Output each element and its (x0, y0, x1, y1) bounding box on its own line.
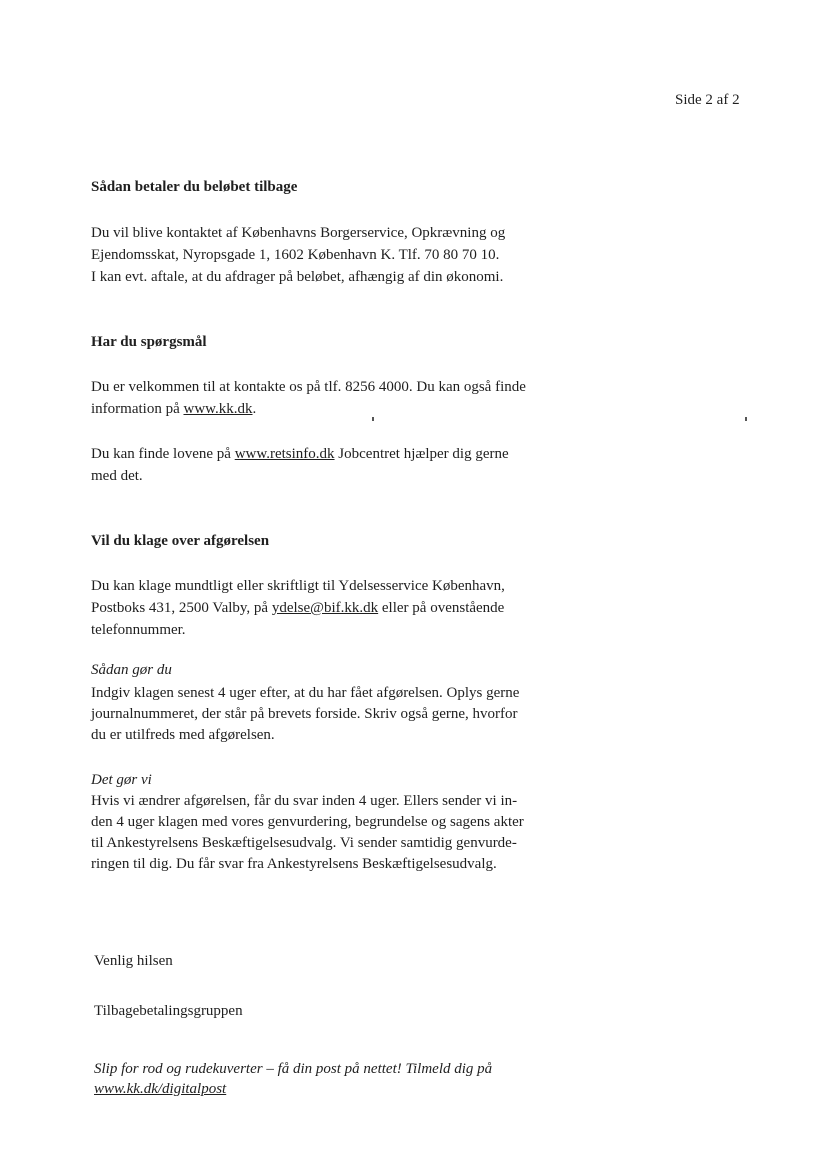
text-fragment: . (252, 401, 257, 417)
text-line (91, 597, 505, 619)
what-we-do-paragraph (91, 791, 524, 875)
text-line: Hvis vi ændrer afgørelsen, får du svar inden 4 uger. Ellers sender vi in- (91, 793, 518, 809)
text-line: I kan evt. aftale, at du afdrager på beløbet, afhængig af din økonomi. (91, 269, 504, 285)
email-link[interactable]: ydelse@bif.kk.dk (271, 600, 379, 616)
text-fragment: Du kan finde lovene på (91, 446, 235, 462)
text-line: til Ankestyrelsens Beskæftigelsesudvalg. Vi sender samtidig genvurde- (91, 835, 517, 851)
text-line: Du vil blive kontaktet af Københavns Borgerservice, Opkrævning og (91, 225, 506, 241)
subheading-how-to: Sådan gør du (91, 662, 172, 678)
footer-text: Slip for rod og rudekuverter – få din post på nettet! Tilmeld dig på (94, 1061, 493, 1077)
text-line: den 4 uger klagen med vores genvurdering, begrundelse og sagens akter (91, 814, 524, 830)
text-fragment: information på (91, 401, 184, 417)
text-fragment: Jobcentret hjælper dig gerne (334, 446, 509, 462)
text-line: Du er velkommen til at kontakte os på tlf. 8256 4000. Du kan også finde (91, 379, 526, 395)
digital-post-footer (94, 1059, 492, 1099)
section-heading-questions: Har du spørgsmål (91, 334, 207, 350)
text-fragment: Postboks 431, 2500 Valby, på (91, 600, 272, 616)
text-line: ringen til dig. Du får svar fra Ankestyrelsens Beskæftigelsesudvalg. (91, 856, 497, 872)
text-line: Indgiv klagen senest 4 uger efter, at du har fået afgørelsen. Oplys gerne (91, 685, 520, 701)
text-fragment: eller på ovenstående (378, 600, 505, 616)
scan-speck (372, 417, 374, 421)
page-number: Side 2 af 2 (675, 92, 740, 108)
text-line: du er utilfreds med afgørelsen. (91, 727, 275, 743)
retsinfo-link[interactable]: www.retsinfo.dk (234, 446, 335, 462)
text-line: Du kan klage mundtligt eller skriftligt til Ydelsesservice København, (91, 578, 505, 594)
text-line: telefonnummer. (91, 622, 186, 638)
section-heading-repayment: Sådan betaler du beløbet tilbage (91, 179, 298, 195)
sender-signature: Tilbagebetalingsgruppen (94, 1003, 243, 1019)
how-to-paragraph (91, 683, 519, 746)
text-line (91, 398, 526, 420)
complaint-paragraph (91, 575, 505, 641)
scan-speck (745, 417, 747, 421)
text-line: Ejendomsskat, Nyropsgade 1, 1602 København K. Tlf. 70 80 70 10. (91, 247, 500, 263)
subheading-what-we-do: Det gør vi (91, 772, 152, 788)
digitalpost-link[interactable]: www.kk.dk/digitalpost (94, 1081, 227, 1097)
text-line: journalnummeret, der står på brevets forside. Skriv også gerne, hvorfor (91, 706, 518, 722)
questions-paragraph-contact (91, 376, 526, 420)
kk-website-link[interactable]: www.kk.dk (183, 401, 253, 417)
repayment-paragraph (91, 222, 505, 288)
closing-greeting: Venlig hilsen (94, 953, 173, 969)
questions-paragraph-laws (91, 443, 509, 487)
text-line: med det. (91, 468, 143, 484)
section-heading-complaint: Vil du klage over afgørelsen (91, 533, 270, 549)
text-line (91, 443, 509, 465)
